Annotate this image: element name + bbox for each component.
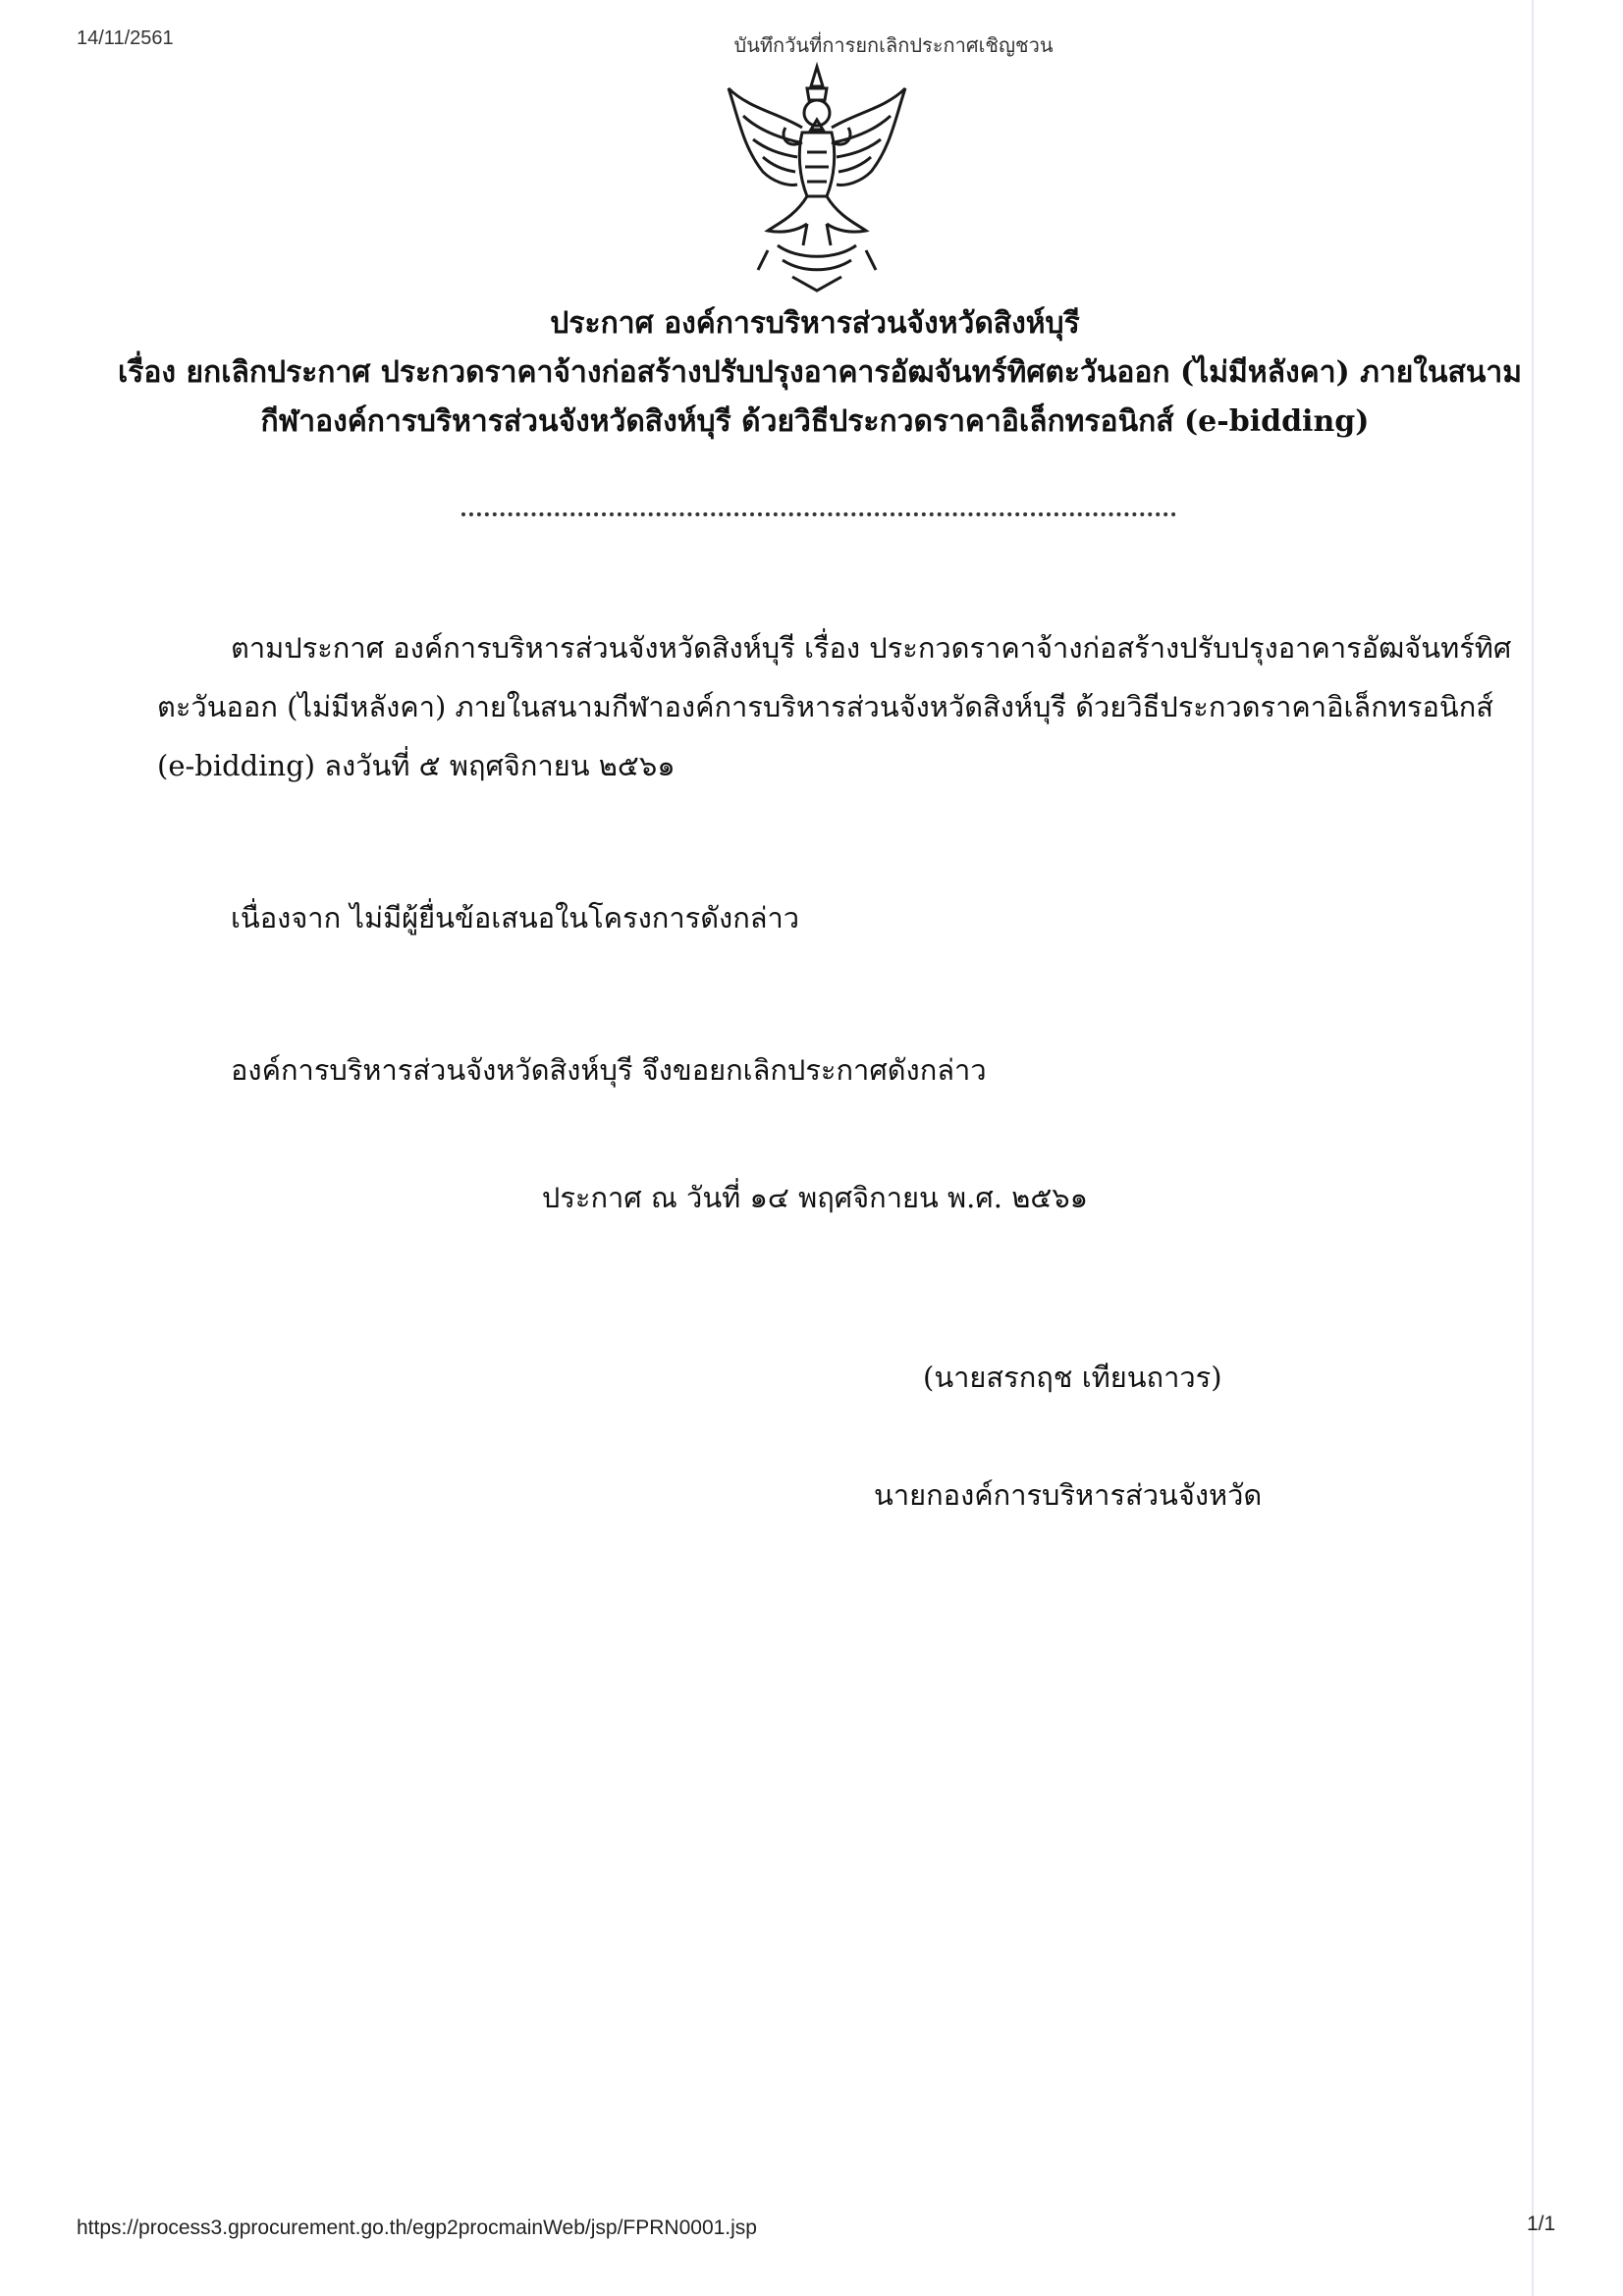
page-edge bbox=[1532, 0, 1534, 2296]
paragraph-1-line-1: ตามประกาศ องค์การบริหารส่วนจังหวัดสิงห์บุรี เรื่อง ประกวดราคาจ้างก่อสร้างปรับปรุงอาคารอัฒจันทร์ทิศ bbox=[231, 631, 1512, 665]
paragraph-cancellation: องค์การบริหารส่วนจังหวัดสิงห์บุรี จึงขอยกเลิกประกาศดังกล่าว bbox=[231, 1053, 987, 1087]
title-line-3: กีฬาองค์การบริหารส่วนจังหวัดสิงห์บุรี ด้วยวิธีประกวดราคาอิเล็กทรอนิกส์ (e-bidding) bbox=[260, 404, 1370, 439]
announcement-date: ประกาศ ณ วันที่ ๑๔ พฤศจิกายน พ.ศ. ๒๕๖๑ bbox=[541, 1181, 1089, 1214]
title-line-1: ประกาศ องค์การบริหารส่วนจังหวัดสิงห์บุรี bbox=[550, 306, 1080, 341]
paragraph-1-line-2: ตะวันออก (ไม่มีหลังคา) ภายในสนามกีฬาองค์การบริหารส่วนจังหวัดสิงห์บุรี ด้วยวิธีประกวดราคาอิเล็กทรอนิกส์ bbox=[157, 690, 1493, 723]
signatory-position: นายกองค์การบริหารส่วนจังหวัด bbox=[874, 1478, 1263, 1512]
footer-url: https://process3.gprocurement.go.th/egp2procmainWeb/jsp/FPRN0001.jsp bbox=[77, 2216, 757, 2239]
dotted-divider bbox=[461, 512, 1176, 516]
paragraph-reference bbox=[157, 618, 1512, 795]
page-number: 1/1 bbox=[1527, 2213, 1556, 2235]
paragraph-1-line-3: (e-bidding) ลงวันที่ ๕ พฤศจิกายน ๒๕๖๑ bbox=[157, 749, 676, 782]
paragraph-reason: เนื่องจาก ไม่มีผู้ยื่นข้อเสนอในโครงการดังกล่าว bbox=[231, 901, 800, 934]
print-header-title: บันทึกวันที่การยกเลิกประกาศเชิญชวน bbox=[733, 35, 1054, 57]
title-line-2: เรื่อง ยกเลิกประกาศ ประกวดราคาจ้างก่อสร้างปรับปรุงอาคารอัฒจันทร์ทิศตะวันออก (ไม่มีหลังคา) ภายในสนาม bbox=[118, 355, 1522, 390]
print-date: 14/11/2561 bbox=[77, 27, 174, 49]
announcement-title bbox=[118, 299, 1522, 447]
signatory-name: (นายสรกฤช เทียนถาวร) bbox=[923, 1361, 1222, 1394]
garuda-emblem-icon bbox=[709, 59, 925, 294]
